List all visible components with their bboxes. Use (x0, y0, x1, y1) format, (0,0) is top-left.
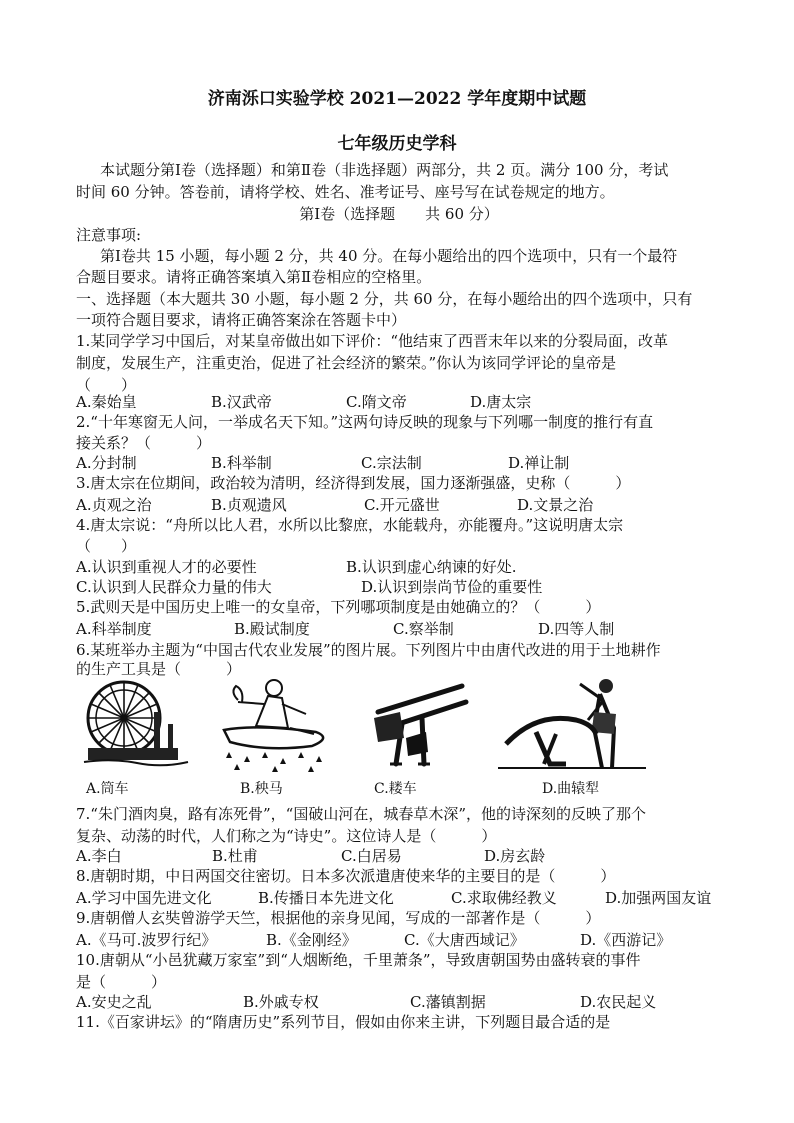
option-a: A.李白 (76, 847, 122, 865)
option-c: C.认识到人民群众力量的伟大 (76, 578, 272, 596)
part1-heading: 第Ⅰ卷（选择题 共 60 分） (299, 205, 499, 223)
option-a: A.《马可.波罗行纪》 (76, 931, 217, 949)
question-9-options (76, 930, 726, 950)
option-c: C.白居易 (341, 847, 402, 865)
question-4-options-row-2 (76, 577, 726, 597)
option-c: C.《大唐西域记》 (404, 931, 525, 949)
question-2-line-2: 接关系？（ ） (76, 434, 212, 452)
question-1-line-1: 1.某同学学习中国后，对某皇帝做出如下评价：“他结束了西晋末年以来的分裂局面，改革 (76, 332, 668, 350)
question-7-options (76, 846, 726, 866)
question-7-line-2: 复杂、动荡的时代，人们称之为“诗史”。这位诗人是（ ） (76, 827, 497, 845)
question-10-line-1: 10.唐朝从“小邑犹藏万家室”到“人烟断绝，千里萧条”，导致唐朝国势由盛转衰的事件 (76, 951, 641, 969)
question-8-options (76, 888, 726, 908)
question-5-line-1: 5.武则天是中国历史上唯一的女皇帝，下列哪项制度是由她确立的？（ ） (76, 598, 601, 616)
question-3-options (76, 495, 726, 515)
option-d: D.文景之治 (517, 496, 594, 514)
question-1-blank: （ ） (76, 376, 137, 394)
option-d: D.认识到崇尚节俭的重要性 (361, 578, 543, 596)
question-11-line-1: 11.《百家讲坛》的“隋唐历史”系列节目，假如由你来主讲，下列题目最合适的是 (76, 1013, 611, 1031)
option-d: D.加强两国友谊 (605, 889, 712, 907)
section-heading-1: 一、选择题（本大题共 30 小题，每小题 2 分，共 60 分，在每小题给出的四个选项中，只有 (76, 290, 693, 308)
intro-line-1: 本试题分第Ⅰ卷（选择题）和第Ⅱ卷（非选择题）两部分，共 2 页。满分 100 分，考试 (100, 161, 669, 179)
option-b: B.汉武帝 (211, 393, 272, 411)
question-9-line-1: 9.唐朝僧人玄奘曾游学天竺，根据他的亲身见闻，写成的一部著作是（ ） (76, 909, 601, 927)
question-1-options (76, 392, 726, 412)
option-b: B.《金刚经》 (266, 931, 357, 949)
option-b: B.科举制 (211, 454, 272, 472)
question-5-options (76, 619, 726, 639)
question-6-line-2: 的生产工具是（ ） (76, 660, 242, 678)
question-7-line-1: 7.“朱门酒肉臭，路有冻死骨”，“国破山河在，城春草木深”，他的诗深刻的反映了那个 (76, 805, 646, 823)
question-3-line-1: 3.唐太宗在位期间，政治较为清明，经济得到发展，国力逐渐强盛，史称（ ） (76, 474, 631, 492)
option-d: D.农民起义 (580, 993, 657, 1011)
option-a: A.科举制度 (76, 620, 152, 638)
tool-caption-d: D.曲辕犁 (542, 781, 600, 797)
option-a: A.安史之乱 (76, 993, 152, 1011)
notice-line-1: 第Ⅰ卷共 15 小题，每小题 2 分，共 40 分。在每小题给出的四个选项中，只有一个最符 (100, 247, 678, 265)
question-6-images (76, 672, 726, 802)
tool-image-c (366, 672, 486, 802)
question-4-blank: （ ） (76, 537, 137, 555)
tool-caption-c: C.耧车 (374, 781, 417, 797)
option-d: D.房玄龄 (484, 847, 546, 865)
seed-drill-icon (366, 672, 476, 776)
question-4-options-row-1 (76, 557, 726, 577)
tool-caption-b: B.秧马 (240, 781, 283, 797)
option-b: B.贞观遗风 (211, 496, 287, 514)
option-c: C.宗法制 (361, 454, 422, 472)
section-heading-2: 一项符合题目要求，请将正确答案涂在答题卡中） (76, 311, 407, 329)
option-b: B.传播日本先进文化 (258, 889, 394, 907)
option-c: C.藩镇割据 (410, 993, 486, 1011)
option-a: A.分封制 (76, 454, 137, 472)
question-4-line-1: 4.唐太宗说：“舟所以比人君，水所以比黎庶，水能载舟，亦能覆舟。”这说明唐太宗 (76, 516, 624, 534)
tool-image-b (216, 672, 346, 802)
option-d: D.《西游记》 (580, 931, 672, 949)
option-a: A.认识到重视人才的必要性 (76, 558, 257, 576)
question-1-line-2: 制度，发展生产，注重吏治，促进了社会经济的繁荣。”你认为该同学评论的皇帝是 (76, 354, 617, 372)
option-d: D.禅让制 (508, 454, 570, 472)
option-b: B.认识到虚心纳谏的好处. (346, 558, 517, 576)
notice-label: 注意事项: (76, 226, 142, 244)
option-b: B.杜甫 (212, 847, 258, 865)
option-d: D.唐太宗 (470, 393, 532, 411)
tool-image-d (496, 672, 666, 802)
option-c: C.隋文帝 (346, 393, 407, 411)
question-2-line-1: 2.“十年寒窗无人问，一举成名天下知。”这两句诗反映的现象与下列哪一制度的推行有直 (76, 413, 654, 431)
exam-subtitle: 七年级历史学科 (337, 134, 457, 154)
exam-title: 济南泺口实验学校 2021—2022 学年度期中试题 (207, 89, 587, 109)
option-a: A.秦始皇 (76, 393, 137, 411)
curved-plough-icon (496, 672, 656, 776)
option-a: A.学习中国先进文化 (76, 889, 212, 907)
option-c: C.开元盛世 (364, 496, 440, 514)
question-8-line-1: 8.唐朝时期，中日两国交往密切。日本多次派遣唐使来华的主要目的是（ ） (76, 867, 616, 885)
question-6-line-1: 6.某班举办主题为“中国古代农业发展”的图片展。下列图片中由唐代改进的用于土地耕作 (76, 641, 661, 659)
waterwheel-icon (82, 672, 192, 772)
question-10-options (76, 992, 726, 1012)
option-d: D.四等人制 (538, 620, 615, 638)
tool-caption-a: A.筒车 (86, 781, 129, 797)
option-a: A.贞观之治 (76, 496, 152, 514)
intro-line-2: 时间 60 分钟。答卷前，请将学校、姓名、准考证号、座号写在试卷规定的地方。 (76, 183, 615, 201)
question-2-options (76, 453, 726, 473)
tool-image-a (82, 672, 202, 802)
notice-line-2: 合题目要求。请将正确答案填入第Ⅱ卷相应的空格里。 (76, 268, 432, 286)
option-b: B.外戚专权 (243, 993, 319, 1011)
question-10-line-2: 是（ ） (76, 973, 167, 991)
option-c: C.察举制 (393, 620, 454, 638)
option-c: C.求取佛经教义 (451, 889, 557, 907)
option-b: B.殿试制度 (234, 620, 310, 638)
seedling-horse-icon (216, 672, 346, 776)
